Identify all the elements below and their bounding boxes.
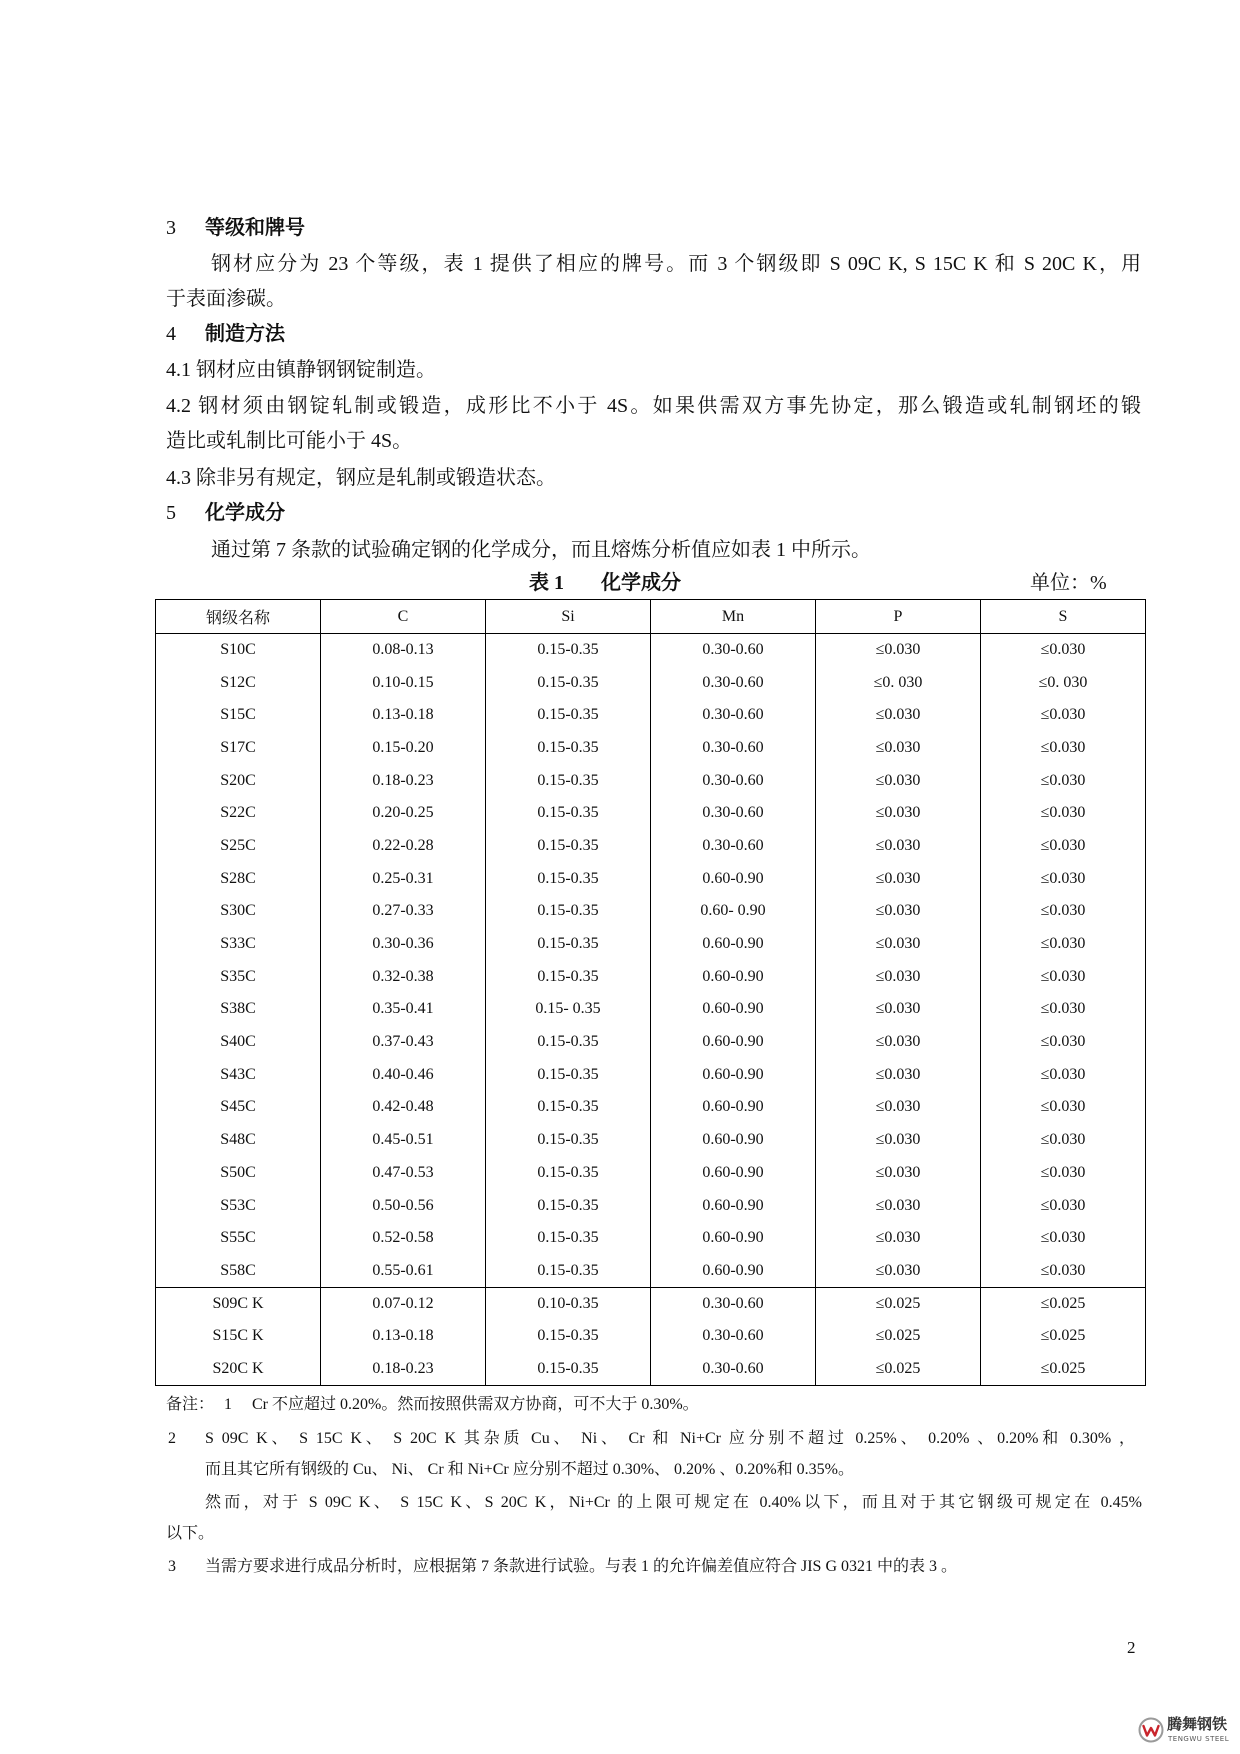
sulfur-cell: ≤0.030 bbox=[981, 1189, 1146, 1222]
logo-name-cn: 腾舞钢铁 bbox=[1167, 1715, 1228, 1733]
sulfur-cell: ≤0.030 bbox=[981, 960, 1146, 993]
phosphorus-cell: ≤0.030 bbox=[816, 764, 981, 797]
section-4-title: 制造方法 bbox=[205, 323, 285, 345]
silicon-cell: 0.15-0.35 bbox=[486, 1026, 651, 1059]
sulfur-cell: ≤0.030 bbox=[981, 1157, 1146, 1190]
carbon-cell: 0.40-0.46 bbox=[321, 1058, 486, 1091]
silicon-cell: 0.15-0.35 bbox=[486, 862, 651, 895]
phosphorus-cell: ≤0.030 bbox=[816, 797, 981, 830]
page-number: 2 bbox=[1127, 1638, 1136, 1657]
table-row bbox=[156, 960, 1146, 993]
grade-cell: S17C bbox=[156, 732, 321, 765]
grade-cell: S10C bbox=[156, 634, 321, 667]
phosphorus-cell: ≤0.025 bbox=[816, 1320, 981, 1353]
manganese-cell: 0.30-0.60 bbox=[651, 830, 816, 863]
sulfur-cell: ≤0.030 bbox=[981, 1091, 1146, 1124]
carbon-cell: 0.27-0.33 bbox=[321, 895, 486, 928]
silicon-cell: 0.15-0.35 bbox=[486, 1255, 651, 1288]
phosphorus-cell: ≤0.030 bbox=[816, 993, 981, 1026]
grade-cell: S25C bbox=[156, 830, 321, 863]
sulfur-cell: ≤0.030 bbox=[981, 1124, 1146, 1157]
phosphorus-cell: ≤0. 030 bbox=[816, 666, 981, 699]
header-phosphorus: P bbox=[816, 600, 981, 634]
logo-emblem-icon bbox=[1138, 1717, 1164, 1743]
sulfur-cell: ≤0.030 bbox=[981, 1222, 1146, 1255]
note-2-line: S 09C K、 S 15C K、 S 20C K 其杂质 Cu、 Ni、 Cr 和 Ni+Cr 应分别不超过 0.25%、 0.20% 、0.20%和 0.30% ， bbox=[205, 1430, 1135, 1447]
table-row bbox=[156, 895, 1146, 928]
manganese-cell: 0.30-0.60 bbox=[651, 1287, 816, 1320]
sulfur-cell: ≤0.025 bbox=[981, 1353, 1146, 1386]
carbon-cell: 0.13-0.18 bbox=[321, 1320, 486, 1353]
silicon-cell: 0.15-0.35 bbox=[486, 1058, 651, 1091]
note-2-line: 以下。 bbox=[166, 1525, 215, 1542]
phosphorus-cell: ≤0.030 bbox=[816, 699, 981, 732]
phosphorus-cell: ≤0.030 bbox=[816, 1157, 981, 1190]
phosphorus-cell: ≤0.030 bbox=[816, 960, 981, 993]
phosphorus-cell: ≤0.030 bbox=[816, 1222, 981, 1255]
section-3-number: 3 bbox=[166, 217, 176, 239]
note-1-number: 1 bbox=[224, 1396, 232, 1413]
phosphorus-cell: ≤0.030 bbox=[816, 1124, 981, 1157]
manganese-cell: 0.30-0.60 bbox=[651, 699, 816, 732]
table-row bbox=[156, 862, 1146, 895]
sulfur-cell: ≤0.030 bbox=[981, 764, 1146, 797]
carbon-cell: 0.08-0.13 bbox=[321, 634, 486, 667]
clause-4-2-line: 造比或轧制比可能小于 4S。 bbox=[166, 430, 413, 452]
sulfur-cell: ≤0.030 bbox=[981, 797, 1146, 830]
carbon-cell: 0.15-0.20 bbox=[321, 732, 486, 765]
silicon-cell: 0.15-0.35 bbox=[486, 1189, 651, 1222]
silicon-cell: 0.15-0.35 bbox=[486, 732, 651, 765]
manganese-cell: 0.60-0.90 bbox=[651, 1091, 816, 1124]
carbon-cell: 0.30-0.36 bbox=[321, 928, 486, 961]
manganese-cell: 0.60-0.90 bbox=[651, 1157, 816, 1190]
manganese-cell: 0.30-0.60 bbox=[651, 634, 816, 667]
logo-name-en: TENGWU STEEL bbox=[1168, 1735, 1230, 1743]
carbon-cell: 0.45-0.51 bbox=[321, 1124, 486, 1157]
phosphorus-cell: ≤0.025 bbox=[816, 1287, 981, 1320]
phosphorus-cell: ≤0.030 bbox=[816, 928, 981, 961]
note-2-line: 而且其它所有钢级的 Cu、 Ni、 Cr 和 Ni+Cr 应分别不超过 0.30%、 0.20% 、0.20%和 0.35%。 bbox=[205, 1461, 855, 1478]
phosphorus-cell: ≤0.030 bbox=[816, 895, 981, 928]
silicon-cell: 0.15-0.35 bbox=[486, 634, 651, 667]
table-row bbox=[156, 1124, 1146, 1157]
silicon-cell: 0.15-0.35 bbox=[486, 830, 651, 863]
grade-cell: S20C bbox=[156, 764, 321, 797]
carbon-cell: 0.20-0.25 bbox=[321, 797, 486, 830]
silicon-cell: 0.15-0.35 bbox=[486, 699, 651, 732]
header-carbon: C bbox=[321, 600, 486, 634]
table-row bbox=[156, 1026, 1146, 1059]
company-logo bbox=[1138, 1713, 1236, 1751]
table-header-row bbox=[156, 600, 1146, 634]
sulfur-cell: ≤0.030 bbox=[981, 862, 1146, 895]
silicon-cell: 0.10-0.35 bbox=[486, 1287, 651, 1320]
grade-cell: S48C bbox=[156, 1124, 321, 1157]
sulfur-cell: ≤0.025 bbox=[981, 1320, 1146, 1353]
manganese-cell: 0.60-0.90 bbox=[651, 993, 816, 1026]
sulfur-cell: ≤0.030 bbox=[981, 699, 1146, 732]
table-row bbox=[156, 830, 1146, 863]
clause-4-3: 4.3 除非另有规定，钢应是轧制或锻造状态。 bbox=[166, 467, 556, 489]
manganese-cell: 0.60-0.90 bbox=[651, 1255, 816, 1288]
carbon-cell: 0.35-0.41 bbox=[321, 993, 486, 1026]
carbon-cell: 0.47-0.53 bbox=[321, 1157, 486, 1190]
table-caption-title: 化学成分 bbox=[601, 572, 681, 594]
sulfur-cell: ≤0.030 bbox=[981, 928, 1146, 961]
sulfur-cell: ≤0.030 bbox=[981, 634, 1146, 667]
silicon-cell: 0.15-0.35 bbox=[486, 895, 651, 928]
sulfur-cell: ≤0.030 bbox=[981, 895, 1146, 928]
table-row bbox=[156, 764, 1146, 797]
grade-cell: S30C bbox=[156, 895, 321, 928]
silicon-cell: 0.15-0.35 bbox=[486, 1091, 651, 1124]
grade-cell: S43C bbox=[156, 1058, 321, 1091]
grade-cell: S58C bbox=[156, 1255, 321, 1288]
table-row bbox=[156, 1222, 1146, 1255]
phosphorus-cell: ≤0.025 bbox=[816, 1353, 981, 1386]
section-3-paragraph-line: 钢材应分为 23 个等级，表 1 提供了相应的牌号。而 3 个钢级即 S 09C K, S 15C K 和 S 20C K，用 bbox=[211, 253, 1141, 275]
carbon-cell: 0.25-0.31 bbox=[321, 862, 486, 895]
section-3-title: 等级和牌号 bbox=[205, 217, 305, 239]
header-sulfur: S bbox=[981, 600, 1146, 634]
section-3-paragraph-line: 于表面渗碳。 bbox=[166, 288, 286, 310]
header-silicon: Si bbox=[486, 600, 651, 634]
grade-cell: S40C bbox=[156, 1026, 321, 1059]
carbon-cell: 0.10-0.15 bbox=[321, 666, 486, 699]
table-row bbox=[156, 1255, 1146, 1288]
carbon-cell: 0.37-0.43 bbox=[321, 1026, 486, 1059]
manganese-cell: 0.30-0.60 bbox=[651, 732, 816, 765]
table-unit: 单位：% bbox=[1030, 572, 1107, 594]
silicon-cell: 0.15- 0.35 bbox=[486, 993, 651, 1026]
silicon-cell: 0.15-0.35 bbox=[486, 1353, 651, 1386]
grade-cell: S09C K bbox=[156, 1287, 321, 1320]
silicon-cell: 0.15-0.35 bbox=[486, 928, 651, 961]
grade-cell: S53C bbox=[156, 1189, 321, 1222]
manganese-cell: 0.60-0.90 bbox=[651, 1189, 816, 1222]
section-5-number: 5 bbox=[166, 502, 176, 524]
manganese-cell: 0.30-0.60 bbox=[651, 1320, 816, 1353]
silicon-cell: 0.15-0.35 bbox=[486, 1124, 651, 1157]
clause-4-1: 4.1 钢材应由镇静钢钢锭制造。 bbox=[166, 359, 436, 381]
silicon-cell: 0.15-0.35 bbox=[486, 1157, 651, 1190]
sulfur-cell: ≤0.030 bbox=[981, 1255, 1146, 1288]
manganese-cell: 0.60-0.90 bbox=[651, 928, 816, 961]
table-row bbox=[156, 1157, 1146, 1190]
manganese-cell: 0.60-0.90 bbox=[651, 1222, 816, 1255]
phosphorus-cell: ≤0.030 bbox=[816, 1255, 981, 1288]
table-row bbox=[156, 1058, 1146, 1091]
phosphorus-cell: ≤0.030 bbox=[816, 732, 981, 765]
silicon-cell: 0.15-0.35 bbox=[486, 1320, 651, 1353]
grade-cell: S12C bbox=[156, 666, 321, 699]
manganese-cell: 0.60-0.90 bbox=[651, 960, 816, 993]
table-row bbox=[156, 699, 1146, 732]
header-manganese: Mn bbox=[651, 600, 816, 634]
chemical-composition-table bbox=[155, 599, 1146, 1386]
grade-cell: S45C bbox=[156, 1091, 321, 1124]
manganese-cell: 0.30-0.60 bbox=[651, 1353, 816, 1386]
manganese-cell: 0.30-0.60 bbox=[651, 797, 816, 830]
silicon-cell: 0.15-0.35 bbox=[486, 666, 651, 699]
sulfur-cell: ≤0.025 bbox=[981, 1287, 1146, 1320]
manganese-cell: 0.30-0.60 bbox=[651, 764, 816, 797]
grade-cell: S20C K bbox=[156, 1353, 321, 1386]
table-row bbox=[156, 732, 1146, 765]
phosphorus-cell: ≤0.030 bbox=[816, 1058, 981, 1091]
manganese-cell: 0.60-0.90 bbox=[651, 1124, 816, 1157]
sulfur-cell: ≤0.030 bbox=[981, 732, 1146, 765]
grade-cell: S28C bbox=[156, 862, 321, 895]
carbon-cell: 0.07-0.12 bbox=[321, 1287, 486, 1320]
phosphorus-cell: ≤0.030 bbox=[816, 1026, 981, 1059]
table-body bbox=[156, 634, 1146, 1386]
note-1-text: Cr 不应超过 0.20%。然而按照供需双方协商，可不大于 0.30%。 bbox=[252, 1396, 699, 1413]
manganese-cell: 0.30-0.60 bbox=[651, 666, 816, 699]
carbon-cell: 0.42-0.48 bbox=[321, 1091, 486, 1124]
carbon-cell: 0.22-0.28 bbox=[321, 830, 486, 863]
table-row bbox=[156, 928, 1146, 961]
carbon-cell: 0.52-0.58 bbox=[321, 1222, 486, 1255]
note-2-line: 然而，对于 S 09C K、 S 15C K、S 20C K，Ni+Cr 的上限可规定在 0.40%以下，而且对于其它钢级可规定在 0.45% bbox=[205, 1494, 1142, 1511]
clause-4-2-line: 4.2 钢材须由钢锭轧制或锻造，成形比不小于 4S。如果供需双方事先协定，那么锻造或轧制钢坯的锻 bbox=[166, 395, 1141, 417]
grade-cell: S22C bbox=[156, 797, 321, 830]
sulfur-cell: ≤0.030 bbox=[981, 830, 1146, 863]
section-4-number: 4 bbox=[166, 323, 176, 345]
phosphorus-cell: ≤0.030 bbox=[816, 1189, 981, 1222]
silicon-cell: 0.15-0.35 bbox=[486, 960, 651, 993]
silicon-cell: 0.15-0.35 bbox=[486, 1222, 651, 1255]
table-row bbox=[156, 1320, 1146, 1353]
silicon-cell: 0.15-0.35 bbox=[486, 797, 651, 830]
table-caption-number: 表 1 bbox=[529, 572, 564, 594]
table-row bbox=[156, 1189, 1146, 1222]
sulfur-cell: ≤0. 030 bbox=[981, 666, 1146, 699]
note-3-number: 3 bbox=[168, 1558, 176, 1575]
phosphorus-cell: ≤0.030 bbox=[816, 1091, 981, 1124]
carbon-cell: 0.13-0.18 bbox=[321, 699, 486, 732]
section-5-paragraph: 通过第 7 条款的试验确定钢的化学成分，而且熔炼分析值应如表 1 中所示。 bbox=[211, 539, 871, 561]
phosphorus-cell: ≤0.030 bbox=[816, 862, 981, 895]
carbon-cell: 0.18-0.23 bbox=[321, 764, 486, 797]
note-2-number: 2 bbox=[168, 1430, 176, 1447]
grade-cell: S38C bbox=[156, 993, 321, 1026]
manganese-cell: 0.60-0.90 bbox=[651, 1026, 816, 1059]
table-row bbox=[156, 1353, 1146, 1386]
grade-cell: S50C bbox=[156, 1157, 321, 1190]
table-row bbox=[156, 797, 1146, 830]
table-row bbox=[156, 993, 1146, 1026]
sulfur-cell: ≤0.030 bbox=[981, 1058, 1146, 1091]
carbon-cell: 0.55-0.61 bbox=[321, 1255, 486, 1288]
sulfur-cell: ≤0.030 bbox=[981, 1026, 1146, 1059]
carbon-cell: 0.32-0.38 bbox=[321, 960, 486, 993]
section-5-title: 化学成分 bbox=[205, 502, 285, 524]
grade-cell: S55C bbox=[156, 1222, 321, 1255]
phosphorus-cell: ≤0.030 bbox=[816, 634, 981, 667]
manganese-cell: 0.60- 0.90 bbox=[651, 895, 816, 928]
table-row bbox=[156, 1091, 1146, 1124]
table-row bbox=[156, 1287, 1146, 1320]
carbon-cell: 0.18-0.23 bbox=[321, 1353, 486, 1386]
table-row bbox=[156, 634, 1146, 667]
grade-cell: S15C K bbox=[156, 1320, 321, 1353]
carbon-cell: 0.50-0.56 bbox=[321, 1189, 486, 1222]
phosphorus-cell: ≤0.030 bbox=[816, 830, 981, 863]
sulfur-cell: ≤0.030 bbox=[981, 993, 1146, 1026]
grade-cell: S15C bbox=[156, 699, 321, 732]
header-grade: 钢级名称 bbox=[156, 600, 321, 634]
manganese-cell: 0.60-0.90 bbox=[651, 1058, 816, 1091]
grade-cell: S33C bbox=[156, 928, 321, 961]
manganese-cell: 0.60-0.90 bbox=[651, 862, 816, 895]
silicon-cell: 0.15-0.35 bbox=[486, 764, 651, 797]
notes-label: 备注： bbox=[166, 1396, 215, 1413]
table-row bbox=[156, 666, 1146, 699]
note-3-text: 当需方要求进行成品分析时，应根据第 7 条款进行试验。与表 1 的允许偏差值应符合 JIS G 0321 中的表 3 。 bbox=[205, 1558, 958, 1575]
grade-cell: S35C bbox=[156, 960, 321, 993]
